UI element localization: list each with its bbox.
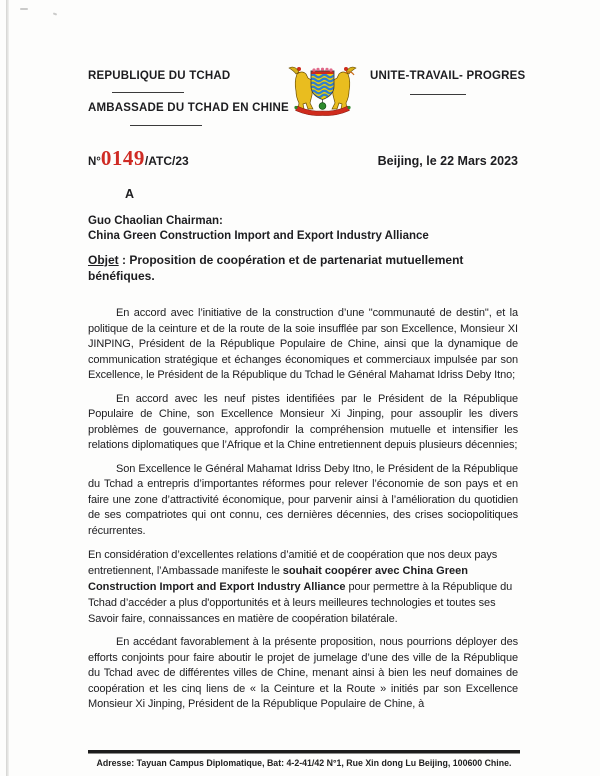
paragraph-4-pre: En considération d’excellentes relations d’amitié et de coopération que nos deux pays entretiennent, l’Ambassade manifeste le	[88, 549, 498, 577]
letterhead-right	[370, 62, 525, 95]
reference-date-row	[88, 146, 518, 171]
reference-number	[88, 146, 189, 171]
letter-body	[88, 306, 518, 713]
divider	[112, 92, 184, 93]
scan-artifact	[20, 8, 28, 10]
chad-coat-of-arms-icon	[285, 62, 360, 117]
divider	[410, 94, 466, 95]
footer	[88, 750, 520, 776]
recipient-block	[88, 214, 518, 243]
subject-text: Proposition de coopération et de partenariat mutuellement bénéfiques.	[88, 253, 464, 283]
subject-label: Objet	[88, 253, 119, 267]
reference-prefix: N°	[88, 156, 101, 168]
scan-artifact	[53, 12, 57, 15]
paragraph-3: Son Excellence le Général Mahamat Idriss Deby Itno, le Président de la République du Tchad a entrepris d’importantes réformes pour relever l’économie de son pays et en faire une zone d’attractivité économique, pour parvenir ainsi à l’amélioration du quotidien de ses compatriotes qui ont connu, ces dernières décennies, des crises sociopolitiques récurrentes.	[88, 462, 518, 537]
reference-serial: 0149	[100, 146, 145, 170]
country-name: REPUBLIQUE DU TCHAD	[88, 70, 231, 82]
letterhead-left	[88, 62, 289, 126]
subject-separator: :	[118, 253, 130, 267]
recipient-organization: China Green Construction Import and Export Industry Alliance	[88, 229, 429, 242]
paragraph-2: En accord avec les neuf pistes identifiées par le Président de la République Populaire de Chine, son Excellence Monsieur Xi Jinping, pour assouplir les divers problèmes de gouvernance, approfondir la compréhension mutuelle et intensifier les relations diplomatiques que l’Afrique et la Chine entretiennent depuis plusieurs décennies;	[88, 392, 518, 451]
footer-address: Adresse: Tayuan Campus Diplomatique, Bat: 4-2-41/42 N°1, Rue Xin dong Lu Beijing, 100600 Chine.	[96, 758, 512, 768]
paragraph-5: En accédant favorablement à la présente proposition, nous pourrions déployer des efforts conjoints pour faire aboutir le projet de jumelage d’une des ville de la République du Tchad avec de différentes villes de Chine, menant ainsi à bien les neuf domaines de coopération et les cinq liens de « la Ceinture et la Route » initiés par son Excellence Monsieur Xi Jinping, Président de la République Populaire de Chine, à	[88, 636, 518, 710]
divider	[130, 125, 202, 126]
paragraph-4-bold: souhait coopérer avec China Green Construction Import and Export Industry Alliance	[88, 565, 468, 593]
paragraph-4	[88, 547, 518, 627]
letterhead	[88, 62, 526, 126]
scan-edge-shadow	[6, 0, 9, 776]
subject-line	[88, 252, 518, 284]
national-motto: UNITE-TRAVAIL- PROGRES	[370, 70, 526, 82]
date-line: Beijing, le 22 Mars 2023	[377, 154, 518, 168]
reference-suffix: /ATC/23	[144, 154, 189, 168]
footer-divider	[88, 750, 520, 753]
embassy-name: AMBASSADE DU TCHAD EN CHINE	[88, 102, 289, 114]
paragraph-4-post: pour permettre à la République du Tchad d’accéder a plus d'opportunités et à leurs meilleures technologies et toutes ses Savoir faire, connaissances en matière de coopération bilatérale.	[88, 581, 513, 625]
paragraph-1: En accord avec l’initiative de la construction d’une "communauté de destin", et la politique de la ceinture et de la route de la soie insufflée par son Excellence, Monsieur XI JINPING, Président de la République Populaire de Chine, ainsi que la dynamique de communication stratégique et échanges économiques et commerciaux impulsée par son Excellence, le Président de la République du Tchad le Général Mahamat Idriss Deby Itno;	[88, 307, 518, 381]
recipient-name: Guo Chaolian Chairman:	[88, 215, 223, 227]
salutation: A	[125, 187, 135, 201]
